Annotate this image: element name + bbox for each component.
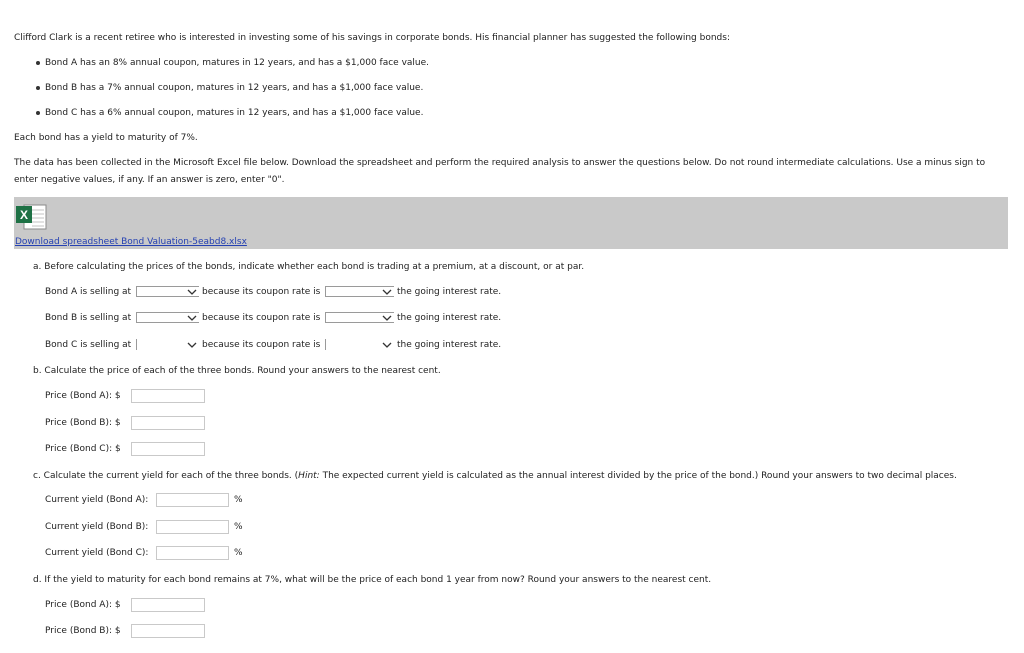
future-price-bond-a-input[interactable] bbox=[131, 598, 205, 612]
hint-label: Hint: bbox=[298, 471, 320, 481]
excel-file-icon[interactable] bbox=[16, 202, 48, 230]
part-b-prompt: b. Calculate the price of each of the three bonds. Round your answers to the nearest cent. bbox=[33, 366, 441, 376]
bond-b-description: Bond B has a 7% annual coupon, matures in 12 years, and has a $1,000 face value. bbox=[45, 83, 424, 93]
price-bond-b-input[interactable] bbox=[131, 416, 205, 430]
bond-b-selling-label: Bond B is selling at bbox=[45, 313, 132, 323]
price-bond-b-label: Price (Bond B): $ bbox=[45, 418, 121, 428]
bond-c-description: Bond C has a 6% annual coupon, matures in 12 years, and has a $1,000 face value. bbox=[45, 108, 424, 118]
bond-a-tail-label: the going interest rate. bbox=[397, 287, 502, 297]
bullet-dot bbox=[36, 86, 40, 90]
chevron-down-icon[interactable] bbox=[187, 314, 197, 322]
bond-b-tail-label: the going interest rate. bbox=[397, 313, 502, 323]
part-c-prompt: c. Calculate the current yield for each of the three bonds. (Hint: The expected current yield is calculated as the annual interest divided by the price of the bond.) Round your answers to two decimal places. bbox=[33, 471, 957, 481]
chevron-down-icon[interactable] bbox=[187, 288, 197, 296]
chevron-down-icon[interactable] bbox=[187, 341, 197, 349]
bond-a-description: Bond A has an 8% annual coupon, matures in 12 years, and has a $1,000 face value. bbox=[45, 58, 430, 68]
instructions-line-1: The data has been collected in the Microsoft Excel file below. Download the spreadsheet and perform the required analysis to answer the questions below. Do not round intermediate calculations. Use a minus sign to bbox=[14, 158, 986, 168]
intro-text: Clifford Clark is a recent retiree who is interested in investing some of his savings in corporate bonds. His financial planner has suggested the following bonds: bbox=[14, 33, 730, 43]
current-yield-b-label: Current yield (Bond B): bbox=[45, 522, 149, 532]
bond-a-coupon-label: because its coupon rate is bbox=[202, 287, 321, 297]
current-yield-c-input[interactable] bbox=[156, 546, 229, 560]
chevron-down-icon[interactable] bbox=[382, 341, 392, 349]
instructions-line-2: enter negative values, if any. If an answer is zero, enter "0". bbox=[14, 175, 285, 185]
part-a-prompt: a. Before calculating the prices of the bonds, indicate whether each bond is trading at a premium, at a discount, or at par. bbox=[33, 262, 585, 272]
percent-unit: % bbox=[234, 495, 243, 505]
price-bond-a-input[interactable] bbox=[131, 389, 205, 403]
chevron-down-icon[interactable] bbox=[382, 288, 392, 296]
current-yield-c-label: Current yield (Bond C): bbox=[45, 548, 149, 558]
future-price-bond-a-label: Price (Bond A): $ bbox=[45, 600, 121, 610]
price-bond-c-input[interactable] bbox=[131, 442, 205, 456]
bond-b-coupon-label: because its coupon rate is bbox=[202, 313, 321, 323]
ytm-statement: Each bond has a yield to maturity of 7%. bbox=[14, 133, 198, 143]
percent-unit: % bbox=[234, 522, 243, 532]
download-spreadsheet-link[interactable]: Download spreadsheet Bond Valuation-5eabd8.xlsx bbox=[15, 237, 247, 247]
future-price-bond-b-input[interactable] bbox=[131, 624, 205, 638]
bond-c-coupon-label: because its coupon rate is bbox=[202, 340, 321, 350]
chevron-down-icon[interactable] bbox=[382, 314, 392, 322]
current-yield-a-label: Current yield (Bond A): bbox=[45, 495, 149, 505]
price-bond-a-label: Price (Bond A): $ bbox=[45, 391, 121, 401]
bullet-dot bbox=[36, 61, 40, 65]
bullet-dot bbox=[36, 111, 40, 115]
bond-c-tail-label: the going interest rate. bbox=[397, 340, 502, 350]
current-yield-a-input[interactable] bbox=[156, 493, 229, 507]
bond-c-selling-label: Bond C is selling at bbox=[45, 340, 132, 350]
bond-a-selling-label: Bond A is selling at bbox=[45, 287, 132, 297]
price-bond-c-label: Price (Bond C): $ bbox=[45, 444, 121, 454]
future-price-bond-b-label: Price (Bond B): $ bbox=[45, 626, 121, 636]
current-yield-b-input[interactable] bbox=[156, 520, 229, 534]
part-d-prompt: d. If the yield to maturity for each bond remains at 7%, what will be the price of each bond 1 year from now? Round your answers to the nearest cent. bbox=[33, 575, 712, 585]
percent-unit: % bbox=[234, 548, 243, 558]
excel-icon-letter: X bbox=[19, 208, 29, 222]
